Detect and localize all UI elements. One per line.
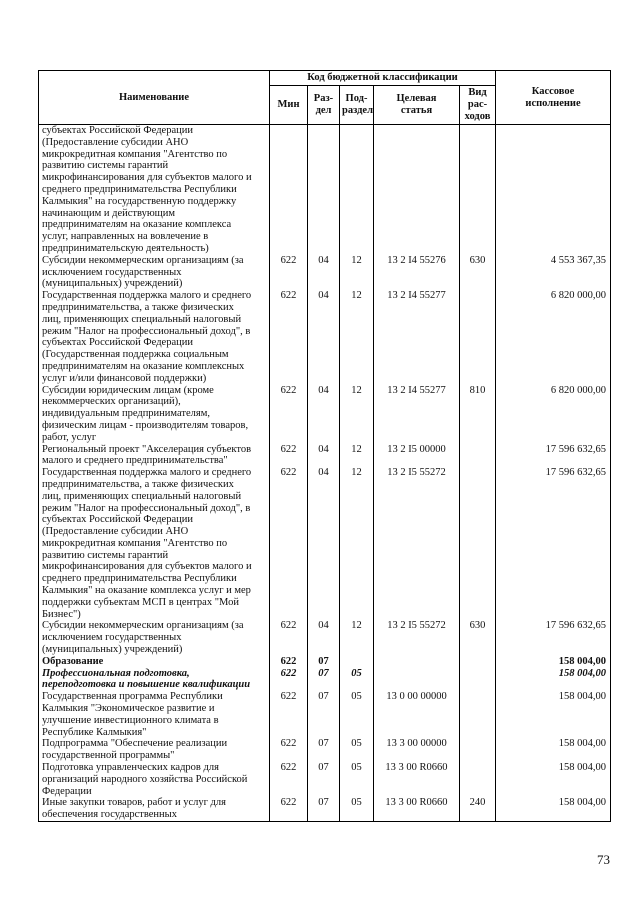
code-min: 622: [270, 444, 308, 468]
code-vid: 630: [460, 620, 496, 655]
table-row: [39, 668, 611, 692]
code-target: 13 2 I4 55277: [374, 385, 460, 444]
row-name: [39, 738, 270, 762]
code-podrazdel: 05: [340, 691, 374, 738]
table-row: [39, 656, 611, 668]
header-vid: Вид рас- ходов: [460, 86, 496, 125]
table-row: [39, 797, 611, 821]
code-min: [270, 125, 308, 255]
code-target: 13 2 I4 55277: [374, 290, 460, 384]
row-name-line: Субсидии некоммерческим организациям (за: [42, 620, 244, 632]
code-min: 622: [270, 656, 308, 668]
row-name-line: предпринимательства, а также физических: [42, 301, 234, 313]
code-target: 13 3 00 00000: [374, 738, 460, 762]
amount: 17 596 632,65: [496, 444, 611, 468]
amount: [496, 125, 611, 255]
row-name-line: малого и среднего предпринимательства": [42, 455, 228, 467]
code-vid: 810: [460, 385, 496, 444]
row-name-line: физическим лицам - производителям товаров,: [42, 419, 249, 431]
amount: 158 004,00: [496, 656, 611, 668]
row-name-line: Государственная программа Республики: [42, 691, 223, 703]
row-name: [39, 385, 270, 444]
header-code-group: Код бюджетной классификации: [270, 71, 496, 86]
table-row: [39, 738, 611, 762]
row-name-line: Калмыкия "Экономическое развитие и: [42, 703, 215, 715]
code-podrazdel: 12: [340, 620, 374, 655]
code-target: 13 0 00 00000: [374, 691, 460, 738]
code-min: 622: [270, 738, 308, 762]
code-vid: [460, 444, 496, 468]
row-name-line: начинающим и действующим: [42, 207, 176, 219]
code-vid: [460, 656, 496, 668]
header-kassa: Кассовое исполнение: [496, 71, 611, 125]
amount: 158 004,00: [496, 762, 611, 797]
row-name: [39, 668, 270, 692]
row-name-line: Подготовка управленческих кадров для: [42, 762, 219, 774]
amount: 4 553 367,35: [496, 255, 611, 290]
row-name-line: (муниципальных) учреждений): [42, 644, 183, 656]
code-podrazdel: [340, 125, 374, 255]
row-name-line: исключением государственных: [42, 632, 182, 644]
code-razdel: 07: [308, 668, 340, 692]
row-name: [39, 797, 270, 821]
amount: 6 820 000,00: [496, 385, 611, 444]
code-min: 622: [270, 385, 308, 444]
code-min: 622: [270, 467, 308, 620]
row-name-line: развитию системы гарантий: [42, 549, 169, 561]
row-name-line: (муниципальных) учреждений): [42, 278, 183, 290]
table-row: [39, 385, 611, 444]
row-name: [39, 444, 270, 468]
code-podrazdel: 12: [340, 467, 374, 620]
row-name-line: (Предоставление субсидии АНО: [42, 526, 189, 538]
table-row: [39, 255, 611, 290]
table-row: [39, 762, 611, 797]
code-razdel: 04: [308, 467, 340, 620]
row-name-line: режим "Налог на профессиональный доход", в: [42, 325, 251, 337]
code-podrazdel: 05: [340, 668, 374, 692]
row-name-line: Профессиональная подготовка,: [42, 667, 190, 679]
code-razdel: 07: [308, 762, 340, 797]
code-target: [374, 668, 460, 692]
row-name-line: улучшение инвестиционного климата в: [42, 714, 219, 726]
row-name-line: Иные закупки товаров, работ и услуг для: [42, 797, 226, 809]
code-target: 13 2 I5 55272: [374, 467, 460, 620]
row-name-line: Калмыкия" на оказание комплекса услуг и мер: [42, 585, 251, 597]
code-min: 622: [270, 797, 308, 821]
amount: 158 004,00: [496, 691, 611, 738]
row-name-line: микрофинансирования для субъектов малого и: [42, 172, 252, 184]
header-razdel: Раз- дел: [308, 86, 340, 125]
row-name-line: обеспечения государственных: [42, 809, 177, 821]
code-target: 13 3 00 R0660: [374, 797, 460, 821]
code-razdel: 04: [308, 620, 340, 655]
row-name: [39, 691, 270, 738]
row-name-line: Государственная поддержка малого и среднего: [42, 290, 252, 302]
code-vid: [460, 738, 496, 762]
table-row: [39, 125, 611, 255]
code-target: [374, 125, 460, 255]
row-name-line: поддержки субъектам МСП в центрах "Мой: [42, 596, 239, 608]
table-row: [39, 691, 611, 738]
row-name-line: микрокредитная компания "Агентство по: [42, 537, 228, 549]
code-min: 622: [270, 668, 308, 692]
code-razdel: 07: [308, 691, 340, 738]
row-name-line: предпринимателям на оказание комплексных: [42, 360, 245, 372]
row-name-line: режим "Налог на профессиональный доход", в: [42, 502, 251, 514]
table-row: [39, 620, 611, 655]
row-name-line: предпринимательства, а также физических: [42, 478, 234, 490]
code-razdel: [308, 125, 340, 255]
header-min: Мин: [270, 86, 308, 125]
row-name-line: развитию системы гарантий: [42, 160, 169, 172]
row-name-line: некоммерческих организаций),: [42, 396, 181, 408]
row-name-line: Бизнес"): [42, 608, 81, 620]
header-podrazdel: Под- раздел: [340, 86, 374, 125]
amount: 158 004,00: [496, 797, 611, 821]
code-min: 622: [270, 620, 308, 655]
code-vid: [460, 125, 496, 255]
table-header: [39, 71, 611, 125]
row-name-line: Калмыкия" на государственную поддержку: [42, 195, 237, 207]
header-name: Наименование: [39, 71, 270, 125]
table-body: [39, 125, 611, 822]
budget-table: [38, 70, 611, 822]
row-name: [39, 467, 270, 620]
code-podrazdel: 12: [340, 385, 374, 444]
code-razdel: 07: [308, 797, 340, 821]
code-target: 13 2 I5 55272: [374, 620, 460, 655]
code-razdel: 04: [308, 385, 340, 444]
code-razdel: 04: [308, 255, 340, 290]
code-podrazdel: 05: [340, 797, 374, 821]
row-name-line: лиц, применяющих специальный налоговый: [42, 313, 242, 325]
amount: 158 004,00: [496, 738, 611, 762]
code-vid: [460, 290, 496, 384]
amount: 6 820 000,00: [496, 290, 611, 384]
row-name-line: предпринимательскую деятельность): [42, 242, 209, 254]
code-podrazdel: 12: [340, 444, 374, 468]
page-number: 73: [597, 852, 610, 867]
code-podrazdel: 05: [340, 762, 374, 797]
code-vid: [460, 467, 496, 620]
code-min: 622: [270, 762, 308, 797]
code-target: 13 2 I5 00000: [374, 444, 460, 468]
code-vid: 630: [460, 255, 496, 290]
row-name-line: Государственная поддержка малого и среднего: [42, 467, 252, 479]
code-razdel: 04: [308, 444, 340, 468]
row-name: [39, 290, 270, 384]
row-name-line: Субсидии юридическим лицам (кроме: [42, 384, 214, 396]
row-name-line: (Государственная поддержка социальным: [42, 349, 229, 361]
row-name-line: микрофинансирования для субъектов малого и: [42, 561, 252, 573]
row-name-line: Подпрограмма "Обеспечение реализации: [42, 738, 228, 750]
code-min: 622: [270, 255, 308, 290]
row-name: [39, 656, 270, 668]
row-name-line: Образование: [42, 655, 104, 667]
table-row: [39, 290, 611, 384]
code-podrazdel: 05: [340, 738, 374, 762]
row-name-line: (Предоставление субсидии АНО: [42, 136, 189, 148]
code-vid: [460, 762, 496, 797]
code-target: 13 3 00 R0660: [374, 762, 460, 797]
row-name: [39, 125, 270, 255]
table-row: [39, 467, 611, 620]
amount: 17 596 632,65: [496, 620, 611, 655]
code-razdel: 07: [308, 656, 340, 668]
row-name-line: индивидуальным предпринимателям,: [42, 408, 210, 420]
code-target: [374, 656, 460, 668]
row-name-line: лиц, применяющих специальный налоговый: [42, 490, 242, 502]
code-min: 622: [270, 290, 308, 384]
row-name-line: Федерации: [42, 785, 92, 797]
row-name-line: Региональный проект "Акселерация субъектов: [42, 443, 252, 455]
row-name-line: услуг и/или финансовой поддержки): [42, 372, 207, 384]
row-name-line: среднего предпринимательства Республики: [42, 573, 237, 585]
row-name-line: исключением государственных: [42, 266, 182, 278]
row-name: [39, 255, 270, 290]
row-name-line: государственной программы": [42, 750, 175, 762]
row-name: [39, 620, 270, 655]
amount: 17 596 632,65: [496, 467, 611, 620]
code-podrazdel: [340, 656, 374, 668]
code-podrazdel: 12: [340, 255, 374, 290]
row-name-line: работ, услуг: [42, 431, 97, 443]
row-name-line: субъектах Российской Федерации: [42, 337, 193, 349]
row-name-line: Субсидии некоммерческим организациям (за: [42, 254, 244, 266]
row-name-line: субъектах Российской Федерации: [42, 514, 193, 526]
code-vid: [460, 668, 496, 692]
header-target: Целевая статья: [374, 86, 460, 125]
row-name-line: среднего предпринимательства Республики: [42, 183, 237, 195]
row-name-line: микрокредитная компания "Агентство по: [42, 148, 228, 160]
code-vid: [460, 691, 496, 738]
code-razdel: 04: [308, 290, 340, 384]
code-target: 13 2 I4 55276: [374, 255, 460, 290]
row-name-line: субъектах Российской Федерации: [42, 125, 193, 136]
row-name-line: Республике Калмыкия": [42, 726, 147, 738]
code-min: 622: [270, 691, 308, 738]
row-name-line: услуг, направленных на вовлечение в: [42, 231, 209, 243]
row-name-line: предпринимателям на оказание комплекса: [42, 219, 232, 231]
row-name-line: переподготовка и повышение квалификации: [42, 679, 251, 691]
code-podrazdel: 12: [340, 290, 374, 384]
amount: 158 004,00: [496, 668, 611, 692]
code-vid: 240: [460, 797, 496, 821]
code-razdel: 07: [308, 738, 340, 762]
row-name: [39, 762, 270, 797]
row-name-line: организаций народного хозяйства Российской: [42, 773, 248, 785]
table-row: [39, 444, 611, 468]
